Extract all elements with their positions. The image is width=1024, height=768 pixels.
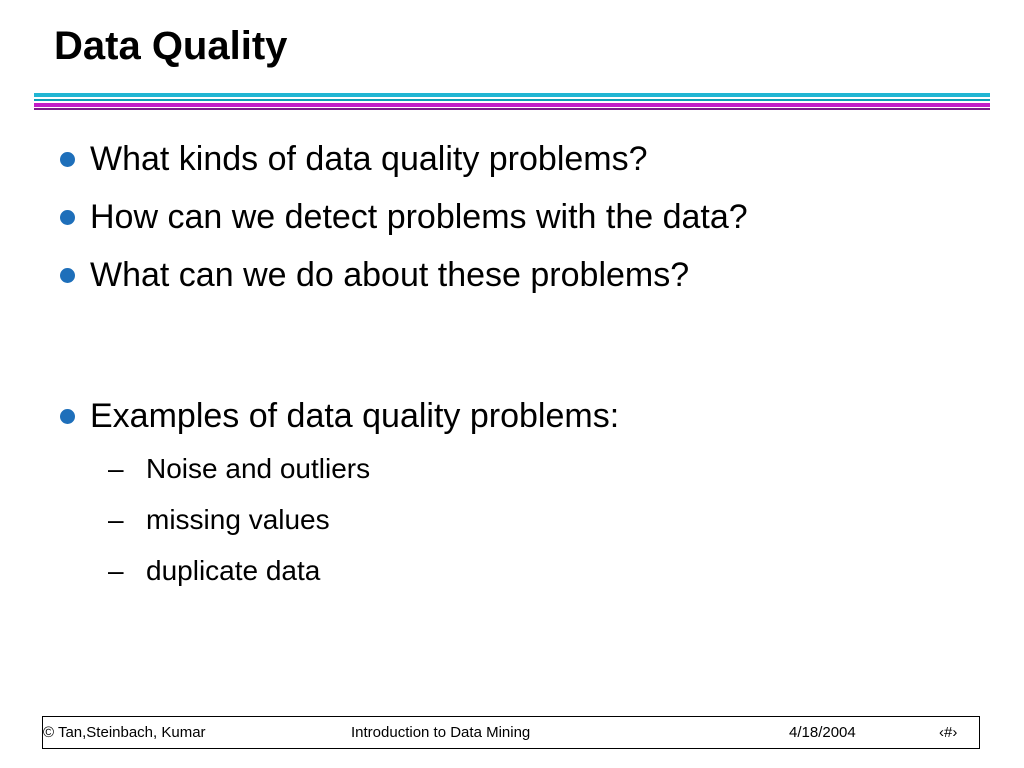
sub-bullet-item xyxy=(108,553,320,589)
bullet-dot-icon xyxy=(60,152,75,167)
bullet-item xyxy=(56,137,648,181)
bullet-dot-icon xyxy=(60,268,75,283)
sub-bullet-text: missing values xyxy=(146,504,330,535)
dash-marker: – xyxy=(108,555,124,586)
dash-marker: – xyxy=(108,504,124,535)
bullet-text: What kinds of data quality problems? xyxy=(90,140,648,178)
bullet-dot-icon xyxy=(60,409,75,424)
slide-title: Data Quality xyxy=(54,24,288,68)
footer-date: 4/18/2004 xyxy=(789,724,856,741)
footer-course-title: Introduction to Data Mining xyxy=(351,724,531,741)
footer-page-number: ‹#› xyxy=(939,724,958,741)
dash-marker: – xyxy=(108,453,124,484)
bullet-item xyxy=(56,195,748,239)
bullet-item xyxy=(56,253,689,297)
sub-bullet-item xyxy=(108,451,370,487)
slide-footer xyxy=(42,716,980,749)
bullet-dot-icon xyxy=(60,210,75,225)
bullet-text: What can we do about these problems? xyxy=(90,256,690,294)
bullet-item xyxy=(56,394,619,438)
sub-bullet-text: Noise and outliers xyxy=(146,453,371,484)
sub-bullet-text: duplicate data xyxy=(146,555,321,586)
bullet-text: Examples of data quality problems: xyxy=(90,397,620,435)
footer-copyright: © Tan,Steinbach, Kumar xyxy=(43,724,206,741)
bullet-text: How can we detect problems with the data? xyxy=(90,198,748,236)
sub-bullet-item xyxy=(108,502,330,538)
